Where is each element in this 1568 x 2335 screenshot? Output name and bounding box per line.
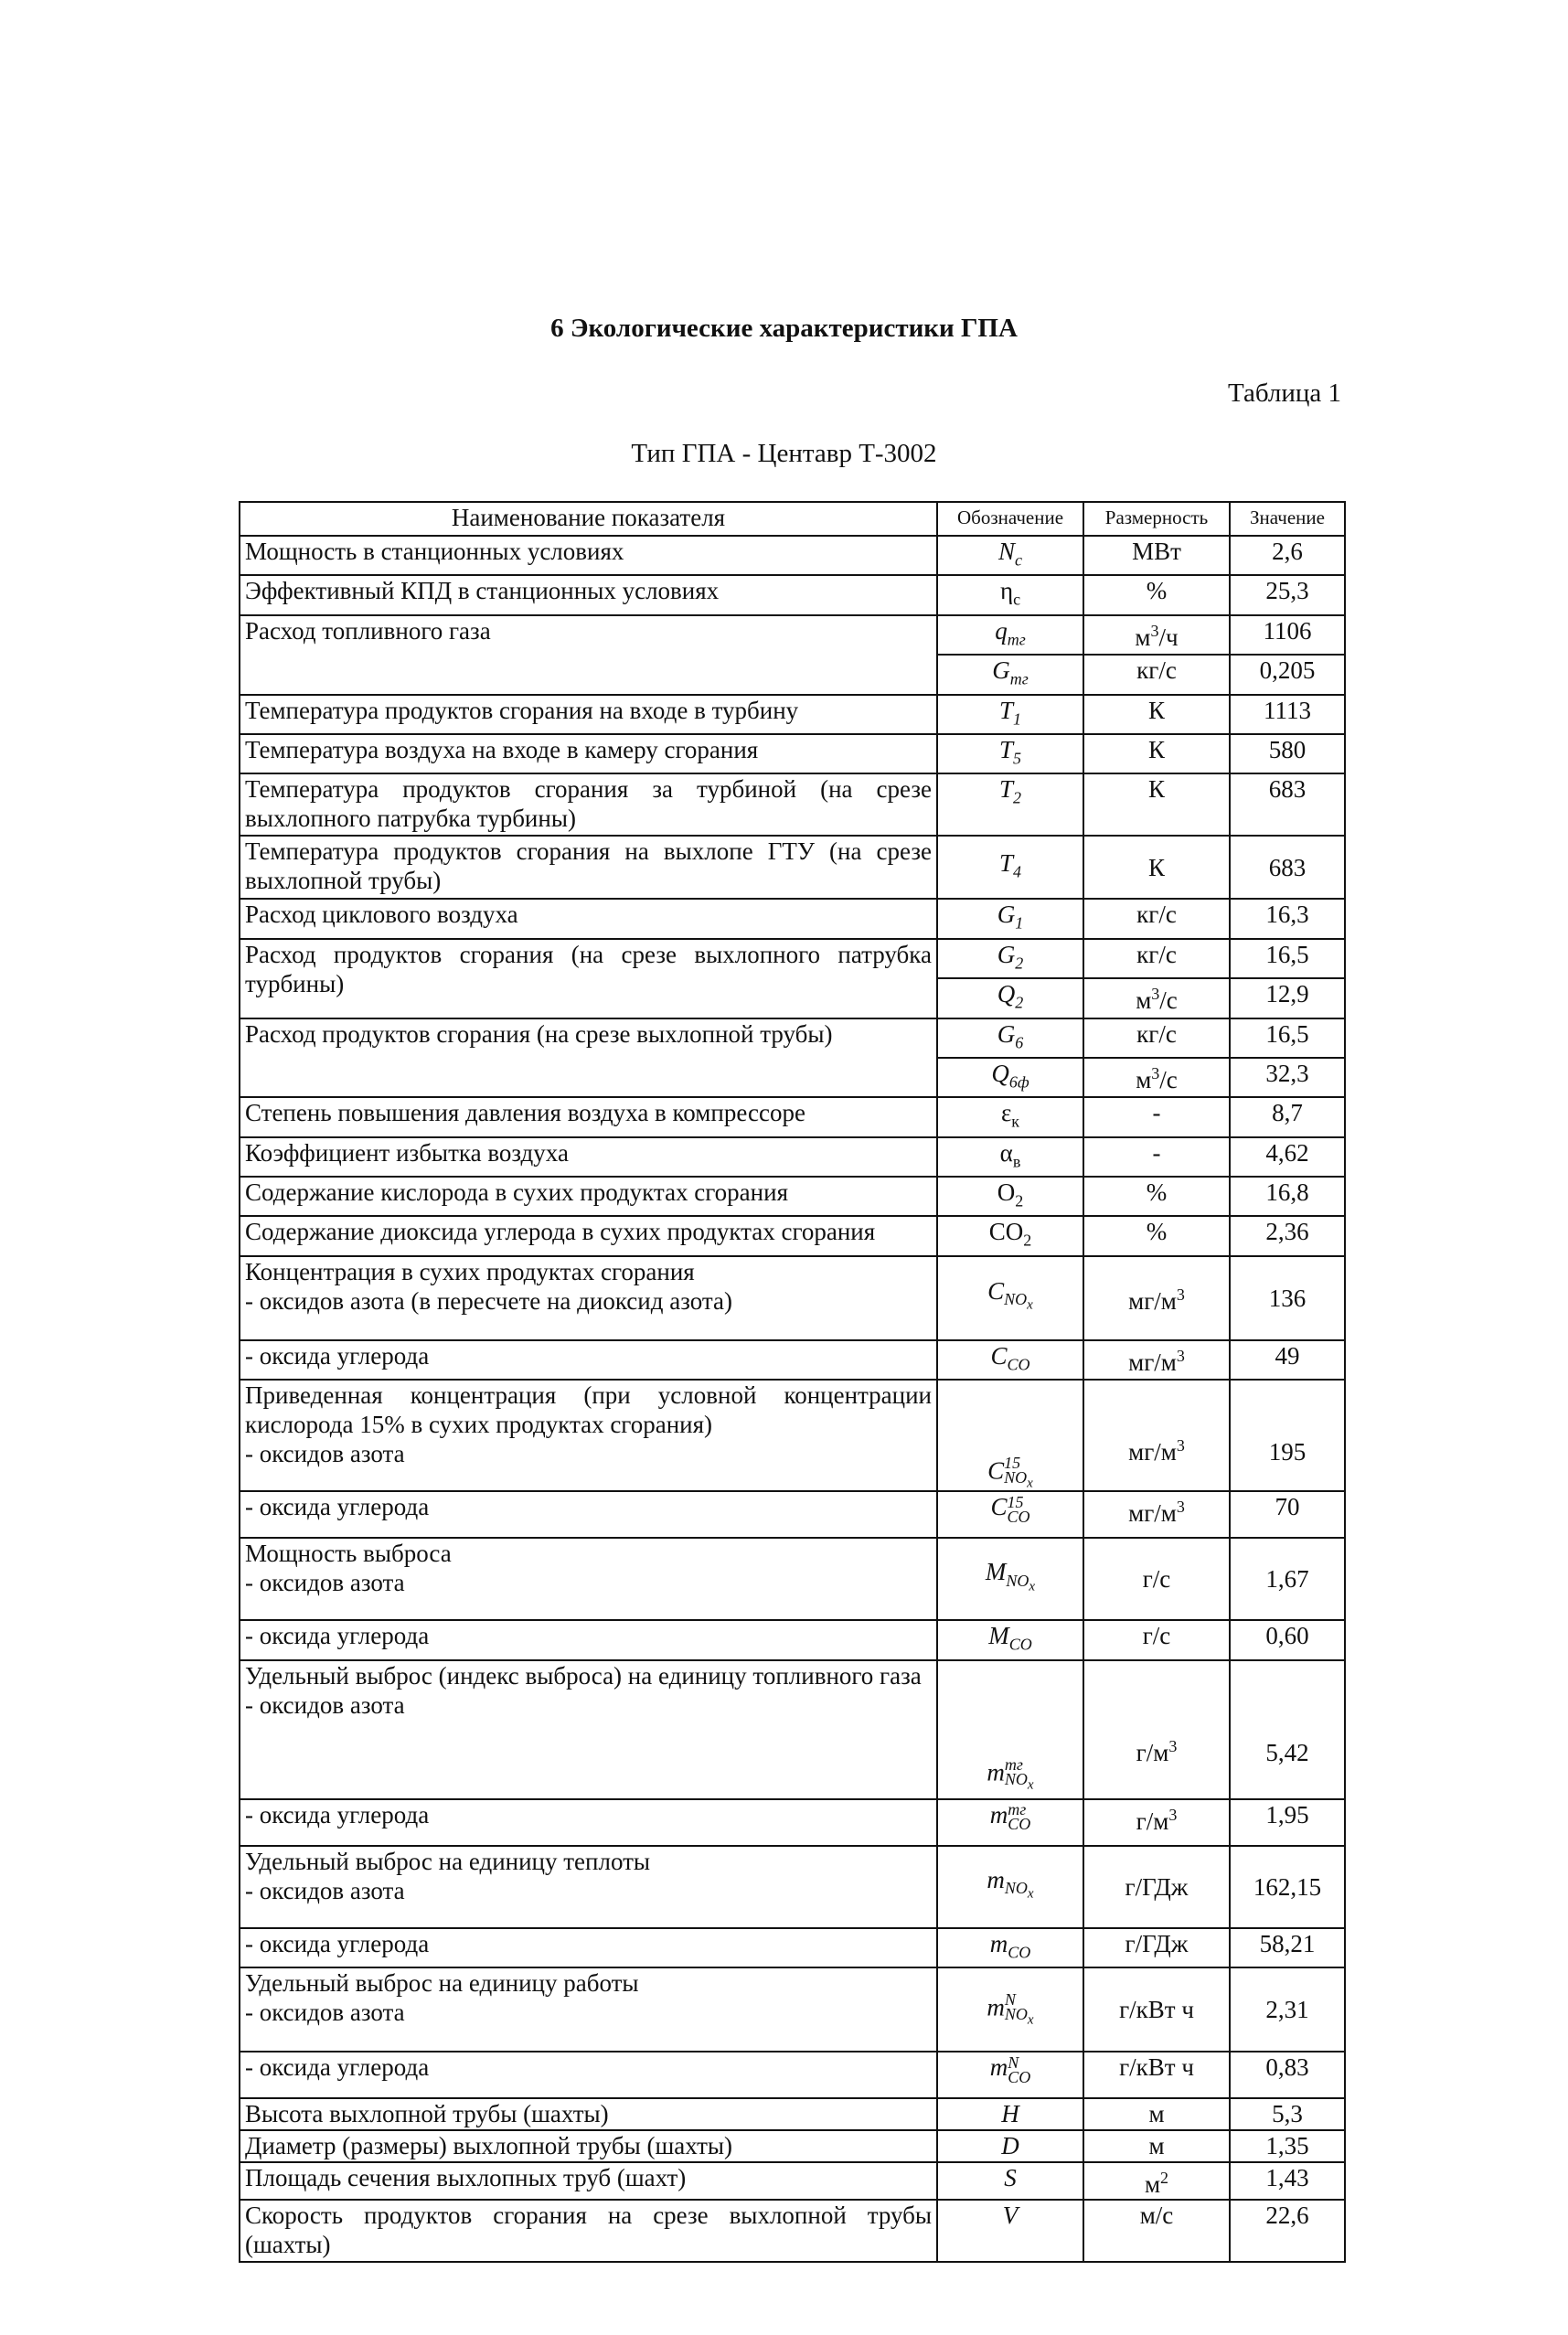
- row-value: 0,60: [1230, 1620, 1345, 1659]
- row-symbol: $C_{NO_x}$: [937, 1256, 1083, 1340]
- row-unit: %: [1083, 575, 1230, 614]
- row-unit: %: [1083, 1177, 1230, 1216]
- row-unit: $мг/м^3$: [1083, 1256, 1230, 1340]
- row-value: 580: [1230, 734, 1345, 773]
- row-unit: г/кВт ч: [1083, 2052, 1230, 2098]
- row-unit: $м^2$: [1083, 2162, 1230, 2200]
- row-symbol: $M_{CO}$: [937, 1620, 1083, 1659]
- row-sub-item: - оксидов азота: [245, 1876, 405, 1904]
- row-unit: К: [1083, 836, 1230, 899]
- row-unit: г/ГДж: [1083, 1846, 1230, 1928]
- row-name: Температура продуктов сгорания за турбиной (на срезе выхлопного патрубка турбины): [240, 773, 937, 836]
- row-symbol: $CO_2$: [937, 1216, 1083, 1255]
- row-value: 16,5: [1230, 939, 1345, 978]
- row-unit: м/с: [1083, 2200, 1230, 2262]
- row-value: 1106: [1230, 615, 1345, 655]
- row-sub-item: - оксидов азота: [245, 1440, 405, 1468]
- table-row: [240, 695, 1345, 734]
- row-symbol: $M_{NO_x}$: [937, 1538, 1083, 1620]
- row-unit: г/с: [1083, 1620, 1230, 1659]
- table-row: [240, 536, 1345, 575]
- row-symbol: $G_6$: [937, 1018, 1083, 1058]
- header-value: Значение: [1230, 502, 1345, 536]
- row-sub-item: - оксидов азота: [245, 1999, 405, 2027]
- row-value: 49: [1230, 1340, 1345, 1380]
- row-symbol: $G_1$: [937, 899, 1083, 938]
- table-row: [240, 899, 1345, 938]
- header-name: Наименование показателя: [240, 502, 937, 536]
- table-row: [240, 836, 1345, 899]
- table-row: [240, 1097, 1345, 1136]
- row-unit: $м^3/с$: [1083, 978, 1230, 1018]
- row-unit: К: [1083, 773, 1230, 836]
- row-symbol: $\eta_с$: [937, 575, 1083, 614]
- row-value: 2,36: [1230, 1216, 1345, 1255]
- row-value: 136: [1230, 1256, 1345, 1340]
- row-unit: -: [1083, 1137, 1230, 1177]
- row-name: [240, 1846, 937, 1928]
- row-group-title: Удельный выброс на единицу работы: [245, 1969, 639, 1998]
- row-symbol: $\varepsilon_к$: [937, 1097, 1083, 1136]
- row-symbol: $G_2$: [937, 939, 1083, 978]
- row-value: 0,83: [1230, 2052, 1345, 2098]
- section-heading: 6 Экологические характеристики ГПА: [550, 314, 1018, 343]
- row-value: 2,31: [1230, 1967, 1345, 2052]
- row-symbol: $G_{тг}$: [937, 655, 1083, 694]
- row-symbol: $Q_2$: [937, 978, 1083, 1018]
- row-value: 70: [1230, 1491, 1345, 1538]
- row-name: Мощность в станционных условиях: [240, 536, 937, 575]
- row-unit: кг/с: [1083, 899, 1230, 938]
- row-value: 12,9: [1230, 978, 1345, 1018]
- row-name: [240, 1538, 937, 1620]
- row-name: Расход топливного газа: [240, 615, 937, 695]
- row-name: - оксида углерода: [240, 1340, 937, 1380]
- row-name: Температура продуктов сгорания на входе в турбину: [240, 695, 937, 734]
- row-name: [240, 1660, 937, 1799]
- row-sub-item: - оксидов азота: [245, 1690, 405, 1719]
- row-name: - оксида углерода: [240, 1491, 937, 1538]
- row-unit: кг/с: [1083, 1018, 1230, 1058]
- row-unit: $м^3/ч$: [1083, 615, 1230, 655]
- table-row: [240, 1660, 1345, 1799]
- row-name: Расход продуктов сгорания (на срезе выхлопного патрубка турбины): [240, 939, 937, 1018]
- row-name: Расход циклового воздуха: [240, 899, 937, 938]
- row-name: Коэффициент избытка воздуха: [240, 1137, 937, 1177]
- row-value: 58,21: [1230, 1928, 1345, 1967]
- table-row: [240, 575, 1345, 614]
- row-unit: МВт: [1083, 536, 1230, 575]
- row-unit: $г/м^3$: [1083, 1799, 1230, 1846]
- row-value: 162,15: [1230, 1846, 1345, 1928]
- row-unit: $мг/м^3$: [1083, 1491, 1230, 1538]
- row-name: Высота выхлопной трубы (шахты): [240, 2098, 937, 2130]
- row-sub-item: - оксидов азота: [245, 1569, 405, 1597]
- table-row: [240, 1620, 1345, 1659]
- row-value: 195: [1230, 1380, 1345, 1491]
- row-value: 1113: [1230, 695, 1345, 734]
- table-header-row: [240, 502, 1345, 536]
- row-unit: -: [1083, 1097, 1230, 1136]
- row-value: 16,3: [1230, 899, 1345, 938]
- header-symbol: Обозначение: [937, 502, 1083, 536]
- row-symbol: $C_{CO}$: [937, 1340, 1083, 1380]
- header-unit: Размерность: [1083, 502, 1230, 536]
- table-row: [240, 1216, 1345, 1255]
- row-symbol: C15 CO: [937, 1491, 1083, 1538]
- row-symbol: mтг $NO_x$: [937, 1660, 1083, 1799]
- table-row: [240, 1177, 1345, 1216]
- row-unit: г/кВт ч: [1083, 1967, 1230, 2052]
- row-name: Диаметр (размеры) выхлопной трубы (шахты): [240, 2130, 937, 2162]
- row-value: 2,6: [1230, 536, 1345, 575]
- row-unit: м: [1083, 2130, 1230, 2162]
- row-name: [240, 1380, 937, 1491]
- table-row: [240, 1137, 1345, 1177]
- row-group-title: Удельный выброс на единицу теплоты: [245, 1847, 651, 1875]
- row-symbol: $O_2$: [937, 1177, 1083, 1216]
- row-value: 1,43: [1230, 2162, 1345, 2200]
- row-unit: %: [1083, 1216, 1230, 1255]
- row-name: - оксида углерода: [240, 1928, 937, 1967]
- row-name: Расход продуктов сгорания (на срезе выхлопной трубы): [240, 1018, 937, 1098]
- row-symbol: $N_с$: [937, 536, 1083, 575]
- row-value: 5,3: [1230, 2098, 1345, 2130]
- row-unit: К: [1083, 734, 1230, 773]
- row-name: - оксида углерода: [240, 1799, 937, 1846]
- row-unit: г/ГДж: [1083, 1928, 1230, 1967]
- row-name: Площадь сечения выхлопных труб (шахт): [240, 2162, 937, 2200]
- table-row: [240, 2098, 1345, 2130]
- row-value: 25,3: [1230, 575, 1345, 614]
- row-name: - оксида углерода: [240, 2052, 937, 2098]
- row-name: Эффективный КПД в станционных условиях: [240, 575, 937, 614]
- table-row: [240, 734, 1345, 773]
- row-sub-item: - оксидов азота (в пересчете на диоксид азота): [245, 1286, 732, 1315]
- row-name: Содержание кислорода в сухих продуктах сгорания: [240, 1177, 937, 1216]
- table-row: [240, 2130, 1345, 2162]
- row-unit: г/с: [1083, 1538, 1230, 1620]
- row-symbol: mтг CO: [937, 1799, 1083, 1846]
- row-symbol: mN $NO_x$: [937, 1967, 1083, 2052]
- row-name: [240, 1967, 937, 2052]
- row-symbol: C15 $NO_x$: [937, 1380, 1083, 1491]
- row-value: 683: [1230, 773, 1345, 836]
- row-symbol: $Q_{6ф}$: [937, 1058, 1083, 1097]
- table-row: [240, 2052, 1345, 2098]
- row-symbol: S: [937, 2162, 1083, 2200]
- row-name: - оксида углерода: [240, 1620, 937, 1659]
- row-value: 22,6: [1230, 2200, 1345, 2262]
- row-unit: $м^3/с$: [1083, 1058, 1230, 1097]
- row-name: Степень повышения давления воздуха в компрессоре: [240, 1097, 937, 1136]
- table-row: [240, 1538, 1345, 1620]
- table-label: Таблица 1: [1227, 379, 1341, 408]
- table-row: [240, 2200, 1345, 2262]
- table-row: [240, 773, 1345, 836]
- row-unit: $мг/м^3$: [1083, 1380, 1230, 1491]
- table-subtitle: Тип ГПА - Центавр Т-3002: [631, 439, 937, 468]
- row-group-title: Приведенная концентрация (при условной концентрации кислорода 15% в сухих продуктах сгорания): [245, 1381, 932, 1439]
- row-symbol: V: [937, 2200, 1083, 2262]
- row-symbol: $q_{тг}$: [937, 615, 1083, 655]
- table-row: [240, 1340, 1345, 1380]
- table-row: [240, 1799, 1345, 1846]
- row-group-title: Удельный выброс (индекс выброса) на единицу топливного газа: [245, 1661, 922, 1690]
- table-row: [240, 1928, 1345, 1967]
- row-value: 16,8: [1230, 1177, 1345, 1216]
- table-row: [240, 615, 1345, 655]
- row-unit: м: [1083, 2098, 1230, 2130]
- row-symbol: $T_4$: [937, 836, 1083, 899]
- table-row: [240, 1491, 1345, 1538]
- row-symbol: $T_2$: [937, 773, 1083, 836]
- row-symbol: $T_5$: [937, 734, 1083, 773]
- row-value: 8,7: [1230, 1097, 1345, 1136]
- row-symbol: $m_{CO}$: [937, 1928, 1083, 1967]
- row-name: Скорость продуктов сгорания на срезе выхлопной трубы (шахты): [240, 2200, 937, 2262]
- row-value: 5,42: [1230, 1660, 1345, 1799]
- row-name: Температура продуктов сгорания на выхлопе ГТУ (на срезе выхлопной трубы): [240, 836, 937, 899]
- row-name: Температура воздуха на входе в камеру сгорания: [240, 734, 937, 773]
- row-unit: кг/с: [1083, 655, 1230, 694]
- row-unit: $мг/м^3$: [1083, 1340, 1230, 1380]
- table-row: [240, 1256, 1345, 1340]
- table-row: [240, 939, 1345, 978]
- table-row: [240, 2162, 1345, 2200]
- row-symbol: H: [937, 2098, 1083, 2130]
- table-row: [240, 1380, 1345, 1491]
- emissions-table: [239, 501, 1346, 2263]
- table-row: [240, 1967, 1345, 2052]
- row-symbol: $\alpha_в$: [937, 1137, 1083, 1177]
- row-value: 1,35: [1230, 2130, 1345, 2162]
- row-symbol: D: [937, 2130, 1083, 2162]
- row-symbol: $m_{NO_x}$: [937, 1846, 1083, 1928]
- table-row: [240, 1018, 1345, 1058]
- row-name: [240, 1256, 937, 1340]
- row-group-title: Концентрация в сухих продуктах сгорания: [245, 1257, 695, 1285]
- row-value: 683: [1230, 836, 1345, 899]
- row-value: 1,67: [1230, 1538, 1345, 1620]
- row-name: Содержание диоксида углерода в сухих продуктах сгорания: [240, 1216, 937, 1255]
- row-value: 4,62: [1230, 1137, 1345, 1177]
- row-unit: кг/с: [1083, 939, 1230, 978]
- row-value: 1,95: [1230, 1799, 1345, 1846]
- row-unit: К: [1083, 695, 1230, 734]
- row-symbol: mN CO: [937, 2052, 1083, 2098]
- table-row: [240, 1846, 1345, 1928]
- row-value: 16,5: [1230, 1018, 1345, 1058]
- row-symbol: $T_1$: [937, 695, 1083, 734]
- row-unit: $г/м^3$: [1083, 1660, 1230, 1799]
- row-value: 0,205: [1230, 655, 1345, 694]
- row-value: 32,3: [1230, 1058, 1345, 1097]
- row-group-title: Мощность выброса: [245, 1540, 452, 1568]
